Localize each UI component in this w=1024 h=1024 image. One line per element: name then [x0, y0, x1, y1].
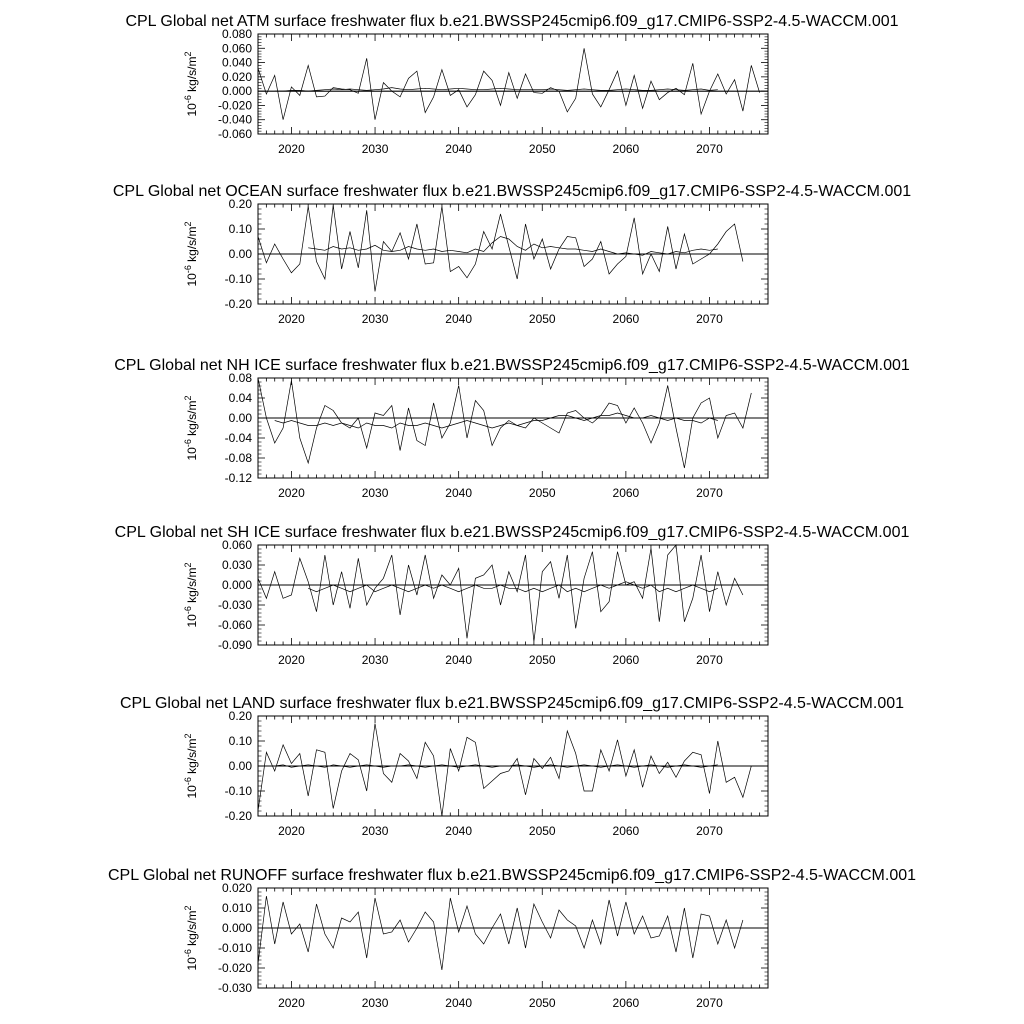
y-tick-label: -0.04 [224, 431, 252, 445]
y-tick-label: 0.060 [221, 538, 252, 552]
y-tick-label: -0.20 [224, 297, 252, 311]
chart-title: CPL Global net SH ICE surface freshwater flux b.e21.BWSSP245cmip6.f09_g17.CMIP6-SSP2-4.5-WACCM.001 [114, 524, 910, 541]
series-line-annual [258, 378, 751, 468]
y-tick-label: -0.020 [217, 98, 252, 113]
y-tick-label: -0.060 [217, 127, 252, 141]
x-tick-label: 2070 [696, 312, 723, 326]
y-tick-label: 0.000 [221, 84, 252, 99]
y-tick-label: -0.040 [217, 112, 252, 127]
y-axis-label: $10^{-6}$ $kg/s/m^2$ [183, 733, 199, 799]
x-tick-label: 2030 [361, 486, 389, 500]
x-tick-label: 2040 [445, 824, 473, 838]
x-tick-label: 2020 [278, 312, 305, 326]
y-tick-label: -0.090 [217, 638, 252, 652]
x-tick-label: 2020 [278, 653, 305, 667]
x-tick-label: 2050 [528, 653, 556, 667]
x-tick-label: 2060 [612, 142, 640, 156]
x-tick-label: 2030 [361, 142, 389, 156]
y-tick-label: -0.010 [217, 941, 252, 955]
x-tick-label: 2040 [445, 142, 473, 156]
y-tick-label: 0.010 [221, 901, 252, 915]
y-tick-label: -0.10 [224, 784, 252, 798]
x-tick-label: 2070 [696, 996, 723, 1010]
series-line-smoothed [275, 413, 718, 428]
y-tick-label: 0.10 [228, 222, 252, 236]
chart-title: CPL Global net OCEAN surface freshwater flux b.e21.BWSSP245cmip6.f09_g17.CMIP6-SSP2-4.5-WACCM.001 [112, 183, 912, 200]
plot-frame [258, 888, 768, 988]
y-axis-label: $10^{-6}$ $kg/s/m^2$ [183, 51, 199, 117]
y-tick-label: -0.10 [224, 272, 252, 286]
y-tick-label: 0.040 [221, 55, 252, 70]
x-tick-label: 2040 [445, 996, 473, 1010]
y-axis-label: $10^{-6}$ $kg/s/m^2$ [183, 221, 199, 287]
plot-frame [258, 378, 768, 478]
series-line-smoothed [308, 582, 718, 592]
x-tick-label: 2060 [612, 486, 640, 500]
y-axis-label: $10^{-6}$ $kg/s/m^2$ [183, 395, 199, 461]
y-tick-label: 0.20 [228, 709, 252, 723]
y-tick-label: -0.060 [217, 618, 252, 632]
series-line-annual [258, 205, 743, 291]
x-tick-label: 2060 [612, 824, 640, 838]
y-tick-label: 0.060 [221, 41, 252, 56]
series-line-smoothed [275, 88, 718, 92]
y-tick-label: 0.00 [228, 411, 252, 425]
y-tick-label: 0.020 [221, 881, 252, 895]
chart-title: CPL Global net NH ICE surface freshwater flux b.e21.BWSSP245cmip6.f09_g17.CMIP6-SSP2-4.5-WACCM.001 [114, 357, 910, 374]
y-axis-label: $10^{-6}$ $kg/s/m^2$ [183, 562, 199, 628]
x-tick-label: 2060 [612, 312, 640, 326]
y-tick-label: 0.10 [228, 734, 252, 748]
chart-title: CPL Global net ATM surface freshwater flux b.e21.BWSSP245cmip6.f09_g17.CMIP6-SSP2-4.5-WACCM.001 [125, 13, 899, 30]
x-tick-label: 2030 [361, 653, 389, 667]
x-tick-label: 2040 [445, 312, 473, 326]
x-tick-label: 2050 [528, 824, 556, 838]
y-tick-label: 0.00 [228, 759, 252, 773]
series-line-annual [258, 48, 760, 119]
x-tick-label: 2050 [528, 996, 556, 1010]
y-tick-label: -0.030 [217, 598, 252, 612]
series-line-annual [258, 724, 751, 817]
chart-title: CPL Global net LAND surface freshwater flux b.e21.BWSSP245cmip6.f09_g17.CMIP6-SSP2-4.5-WACCM.001 [119, 695, 905, 712]
x-tick-label: 2060 [612, 996, 640, 1010]
x-tick-label: 2070 [696, 486, 723, 500]
x-tick-label: 2050 [528, 312, 556, 326]
y-tick-label: 0.030 [221, 558, 252, 572]
y-tick-label: -0.12 [224, 471, 252, 485]
x-tick-label: 2030 [361, 824, 389, 838]
y-tick-label: 0.080 [221, 27, 252, 41]
plot-frame [258, 34, 768, 134]
x-tick-label: 2050 [528, 486, 556, 500]
y-tick-label: 0.08 [228, 371, 252, 385]
x-tick-label: 2020 [278, 142, 305, 156]
x-tick-label: 2020 [278, 996, 305, 1010]
y-tick-label: -0.020 [217, 961, 252, 975]
series-line-annual [258, 896, 743, 970]
y-tick-label: -0.20 [224, 809, 252, 823]
x-tick-label: 2020 [278, 486, 305, 500]
y-tick-label: 0.000 [221, 921, 252, 935]
series-line-annual [258, 545, 743, 642]
x-tick-label: 2030 [361, 312, 389, 326]
y-tick-label: 0.04 [228, 391, 252, 405]
x-tick-label: 2070 [696, 824, 723, 838]
y-tick-label: 0.000 [221, 578, 252, 592]
x-tick-label: 2030 [361, 996, 389, 1010]
x-tick-label: 2050 [528, 142, 556, 156]
y-tick-label: -0.08 [224, 451, 252, 465]
y-tick-label: 0.020 [221, 69, 252, 84]
y-tick-label: 0.00 [228, 247, 252, 261]
y-tick-label: 0.20 [228, 197, 252, 211]
y-axis-label: $10^{-6}$ $kg/s/m^2$ [183, 905, 199, 971]
x-tick-label: 2070 [696, 653, 723, 667]
plot-frame [258, 545, 768, 645]
chart-title: CPL Global net RUNOFF surface freshwater flux b.e21.BWSSP245cmip6.f09_g17.CMIP6-SSP2-4.5-WACCM.001 [107, 867, 917, 884]
x-tick-label: 2070 [696, 142, 723, 156]
x-tick-label: 2020 [278, 824, 305, 838]
x-tick-label: 2040 [445, 653, 473, 667]
y-tick-label: -0.030 [217, 981, 252, 995]
x-tick-label: 2040 [445, 486, 473, 500]
x-tick-label: 2060 [612, 653, 640, 667]
